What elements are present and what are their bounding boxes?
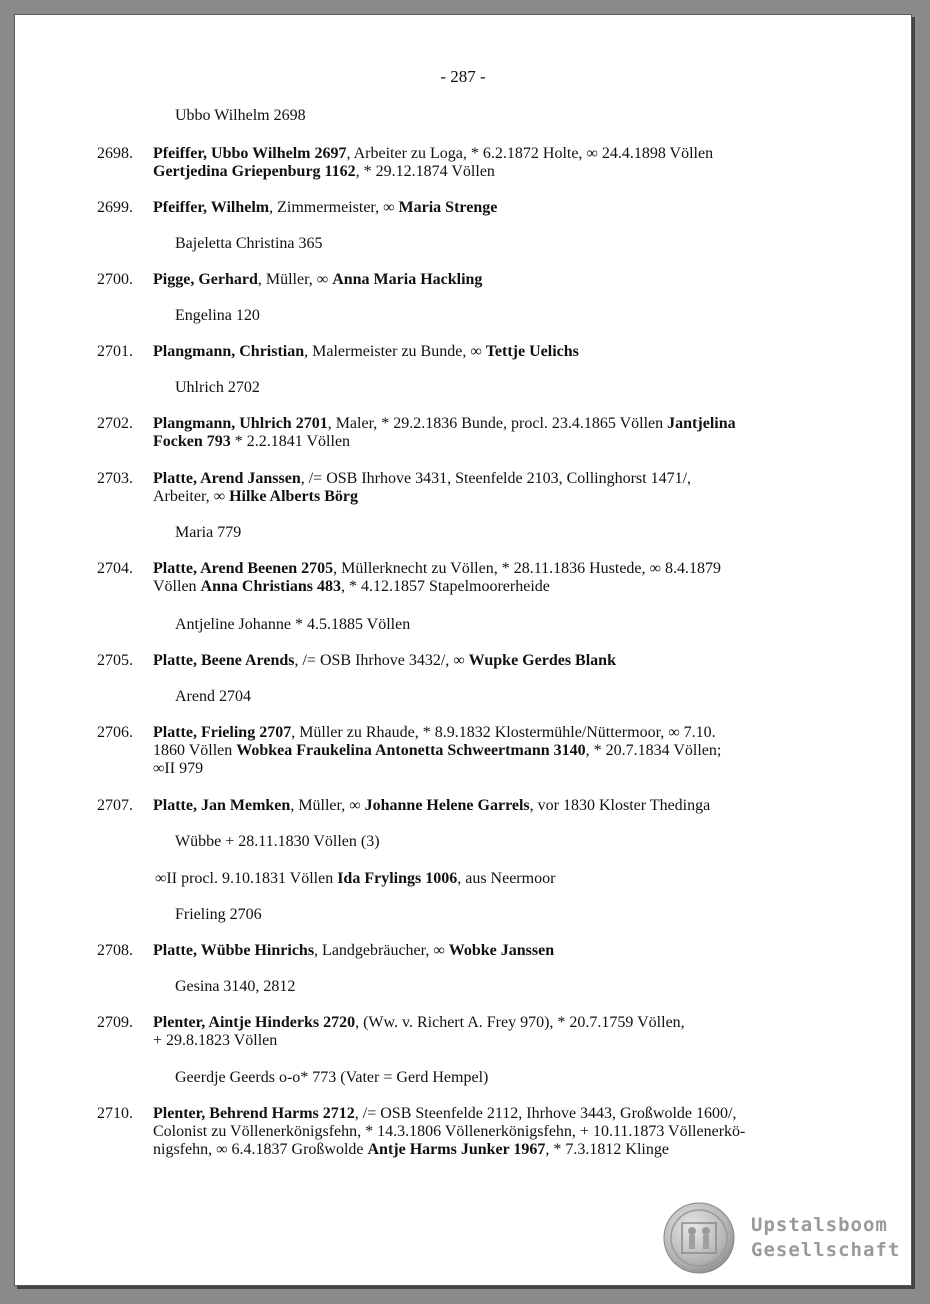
list-item: Bajeletta Christina 365 <box>175 235 323 252</box>
entry-number: 2699. <box>97 199 133 216</box>
entry-name: Plenter, Aintje Hinderks 2720 <box>153 1014 356 1031</box>
entry-name: Plangmann, Uhlrich 2701 <box>153 415 328 432</box>
list-item: Antjeline Johanne * 4.5.1885 Völlen <box>175 616 411 633</box>
entry-2699: Pfeiffer, Wilhelm, Zimmermeister, ∞ Maria Strenge <box>153 199 498 216</box>
spouse-name: Antje Harms Junker 1967 <box>367 1141 546 1158</box>
entry-name: Pfeiffer, Wilhelm <box>153 199 270 216</box>
list-item: Geerdje Geerds o-o* 773 (Vater = Gerd Hempel) <box>175 1069 489 1086</box>
entry-2706: Platte, Frieling 2707, Müller zu Rhaude, * 8.9.1832 Klostermühle/Nüttermoor, ∞ 7.10. 1860 Völlen Wobkea Fraukelina Antonetta Schweertmann 3140, * 20.7.1834 Völlen; ∞II 979 <box>153 724 722 777</box>
second-marriage: ∞II procl. 9.10.1831 Völlen Ida Frylings 1006, aus Neermoor <box>155 870 556 887</box>
entry-2704: Platte, Arend Beenen 2705, Müllerknecht zu Völlen, * 28.11.1836 Hustede, ∞ 8.4.1879 Völlen Anna Christians 483, * 4.12.1857 Stapelmoorerheide <box>153 560 721 595</box>
entry-2710: Plenter, Behrend Harms 2712, /= OSB Steenfelde 2112, Ihrhove 3443, Großwolde 1600/, Colonist zu Völlenerkönigsfehn, * 14.3.1806 Völlenerkönigsfehn, + 10.11.1873 Völlenerkö- nigsfehn, ∞ 6.4.1837 Großwolde Antje Harms Junker 1967, * 7.3.1812 Klinge <box>153 1105 746 1158</box>
spouse-name: Anna Maria Hackling <box>332 271 483 288</box>
entry-name: Pigge, Gerhard <box>153 271 258 288</box>
entry-name: Platte, Arend Janssen <box>153 470 301 487</box>
list-item: Engelina 120 <box>175 307 260 324</box>
seal-icon <box>662 1201 736 1275</box>
document-page <box>14 14 912 1286</box>
entry-name: Platte, Frieling 2707 <box>153 724 292 741</box>
entry-2702: Plangmann, Uhlrich 2701, Maler, * 29.2.1836 Bunde, procl. 23.4.1865 Völlen Jantjelina Focken 793 * 2.2.1841 Völlen <box>153 415 736 450</box>
list-item: Wübbe + 28.11.1830 Völlen (3) <box>175 833 380 850</box>
entry-2701: Plangmann, Christian, Malermeister zu Bunde, ∞ Tettje Uelichs <box>153 343 579 360</box>
spouse-name: Gertjedina Griepenburg 1162 <box>153 163 356 180</box>
list-item: Arend 2704 <box>175 688 251 705</box>
entry-2700: Pigge, Gerhard, Müller, ∞ Anna Maria Hackling <box>153 271 483 288</box>
entry-name: Platte, Wübbe Hinrichs <box>153 942 315 959</box>
entry-number: 2703. <box>97 470 133 487</box>
entry-number: 2710. <box>97 1105 133 1122</box>
spouse-name: Hilke Alberts Börg <box>229 488 358 505</box>
entry-number: 2705. <box>97 652 133 669</box>
entry-2709: Plenter, Aintje Hinderks 2720, (Ww. v. Richert A. Frey 970), * 20.7.1759 Völlen, + 29.8.1823 Völlen <box>153 1014 685 1049</box>
entry-name: Platte, Arend Beenen 2705 <box>153 560 334 577</box>
entry-name: Plenter, Behrend Harms 2712 <box>153 1105 355 1122</box>
spouse-name: Ida Frylings 1006 <box>337 870 458 887</box>
entry-number: 2698. <box>97 145 133 162</box>
entry-number: 2708. <box>97 942 133 959</box>
entry-2707: Platte, Jan Memken, Müller, ∞ Johanne Helene Garrels, vor 1830 Kloster Thedinga <box>153 797 711 814</box>
spouse-name: Anna Christians 483 <box>200 578 342 595</box>
entry-number: 2701. <box>97 343 133 360</box>
logo-text: Upstalsboom Gesellschaft <box>751 1214 901 1261</box>
list-item: Maria 779 <box>175 524 242 541</box>
entry-2705: Platte, Beene Arends, /= OSB Ihrhove 3432/, ∞ Wupke Gerdes Blank <box>153 652 616 669</box>
entry-2703: Platte, Arend Janssen, /= OSB Ihrhove 3431, Steenfelde 2103, Collinghorst 1471/, Arbeiter, ∞ Hilke Alberts Börg <box>153 470 692 505</box>
list-item: Uhlrich 2702 <box>175 379 260 396</box>
spouse-name: Tettje Uelichs <box>485 343 579 360</box>
entry-name: Platte, Beene Arends <box>153 652 295 669</box>
page-number: - 287 - <box>440 67 486 86</box>
entry-number: 2706. <box>97 724 133 741</box>
entry-number: 2709. <box>97 1014 133 1031</box>
entry-number: 2707. <box>97 797 133 814</box>
spouse-name: Focken 793 <box>153 433 231 450</box>
entry-number: 2700. <box>97 271 133 288</box>
entry-2708: Platte, Wübbe Hinrichs, Landgebräucher, ∞ Wobke Janssen <box>153 942 555 959</box>
entry-number: 2702. <box>97 415 133 432</box>
spouse-name: Wobkea Fraukelina Antonetta Schweertmann 3140 <box>236 742 586 759</box>
entry-name: Plangmann, Christian <box>153 343 305 360</box>
entry-name: Pfeiffer, Ubbo Wilhelm 2697 <box>153 145 347 162</box>
list-item: Gesina 3140, 2812 <box>175 978 296 995</box>
spouse-name: Maria Strenge <box>398 199 498 216</box>
spouse-name: Wupke Gerdes Blank <box>468 652 616 669</box>
spouse-name: Wobke Janssen <box>448 942 555 959</box>
list-item: Frieling 2706 <box>175 906 262 923</box>
list-item: Ubbo Wilhelm 2698 <box>175 107 306 124</box>
spouse-name: Jantjelina <box>667 415 736 432</box>
entry-2698: Pfeiffer, Ubbo Wilhelm 2697, Arbeiter zu Loga, * 6.2.1872 Holte, ∞ 24.4.1898 Völlen Gertjedina Griepenburg 1162, * 29.12.1874 Völlen <box>153 145 714 180</box>
spouse-name: Johanne Helene Garrels <box>364 797 530 814</box>
entry-name: Platte, Jan Memken <box>153 797 291 814</box>
entry-number: 2704. <box>97 560 133 577</box>
